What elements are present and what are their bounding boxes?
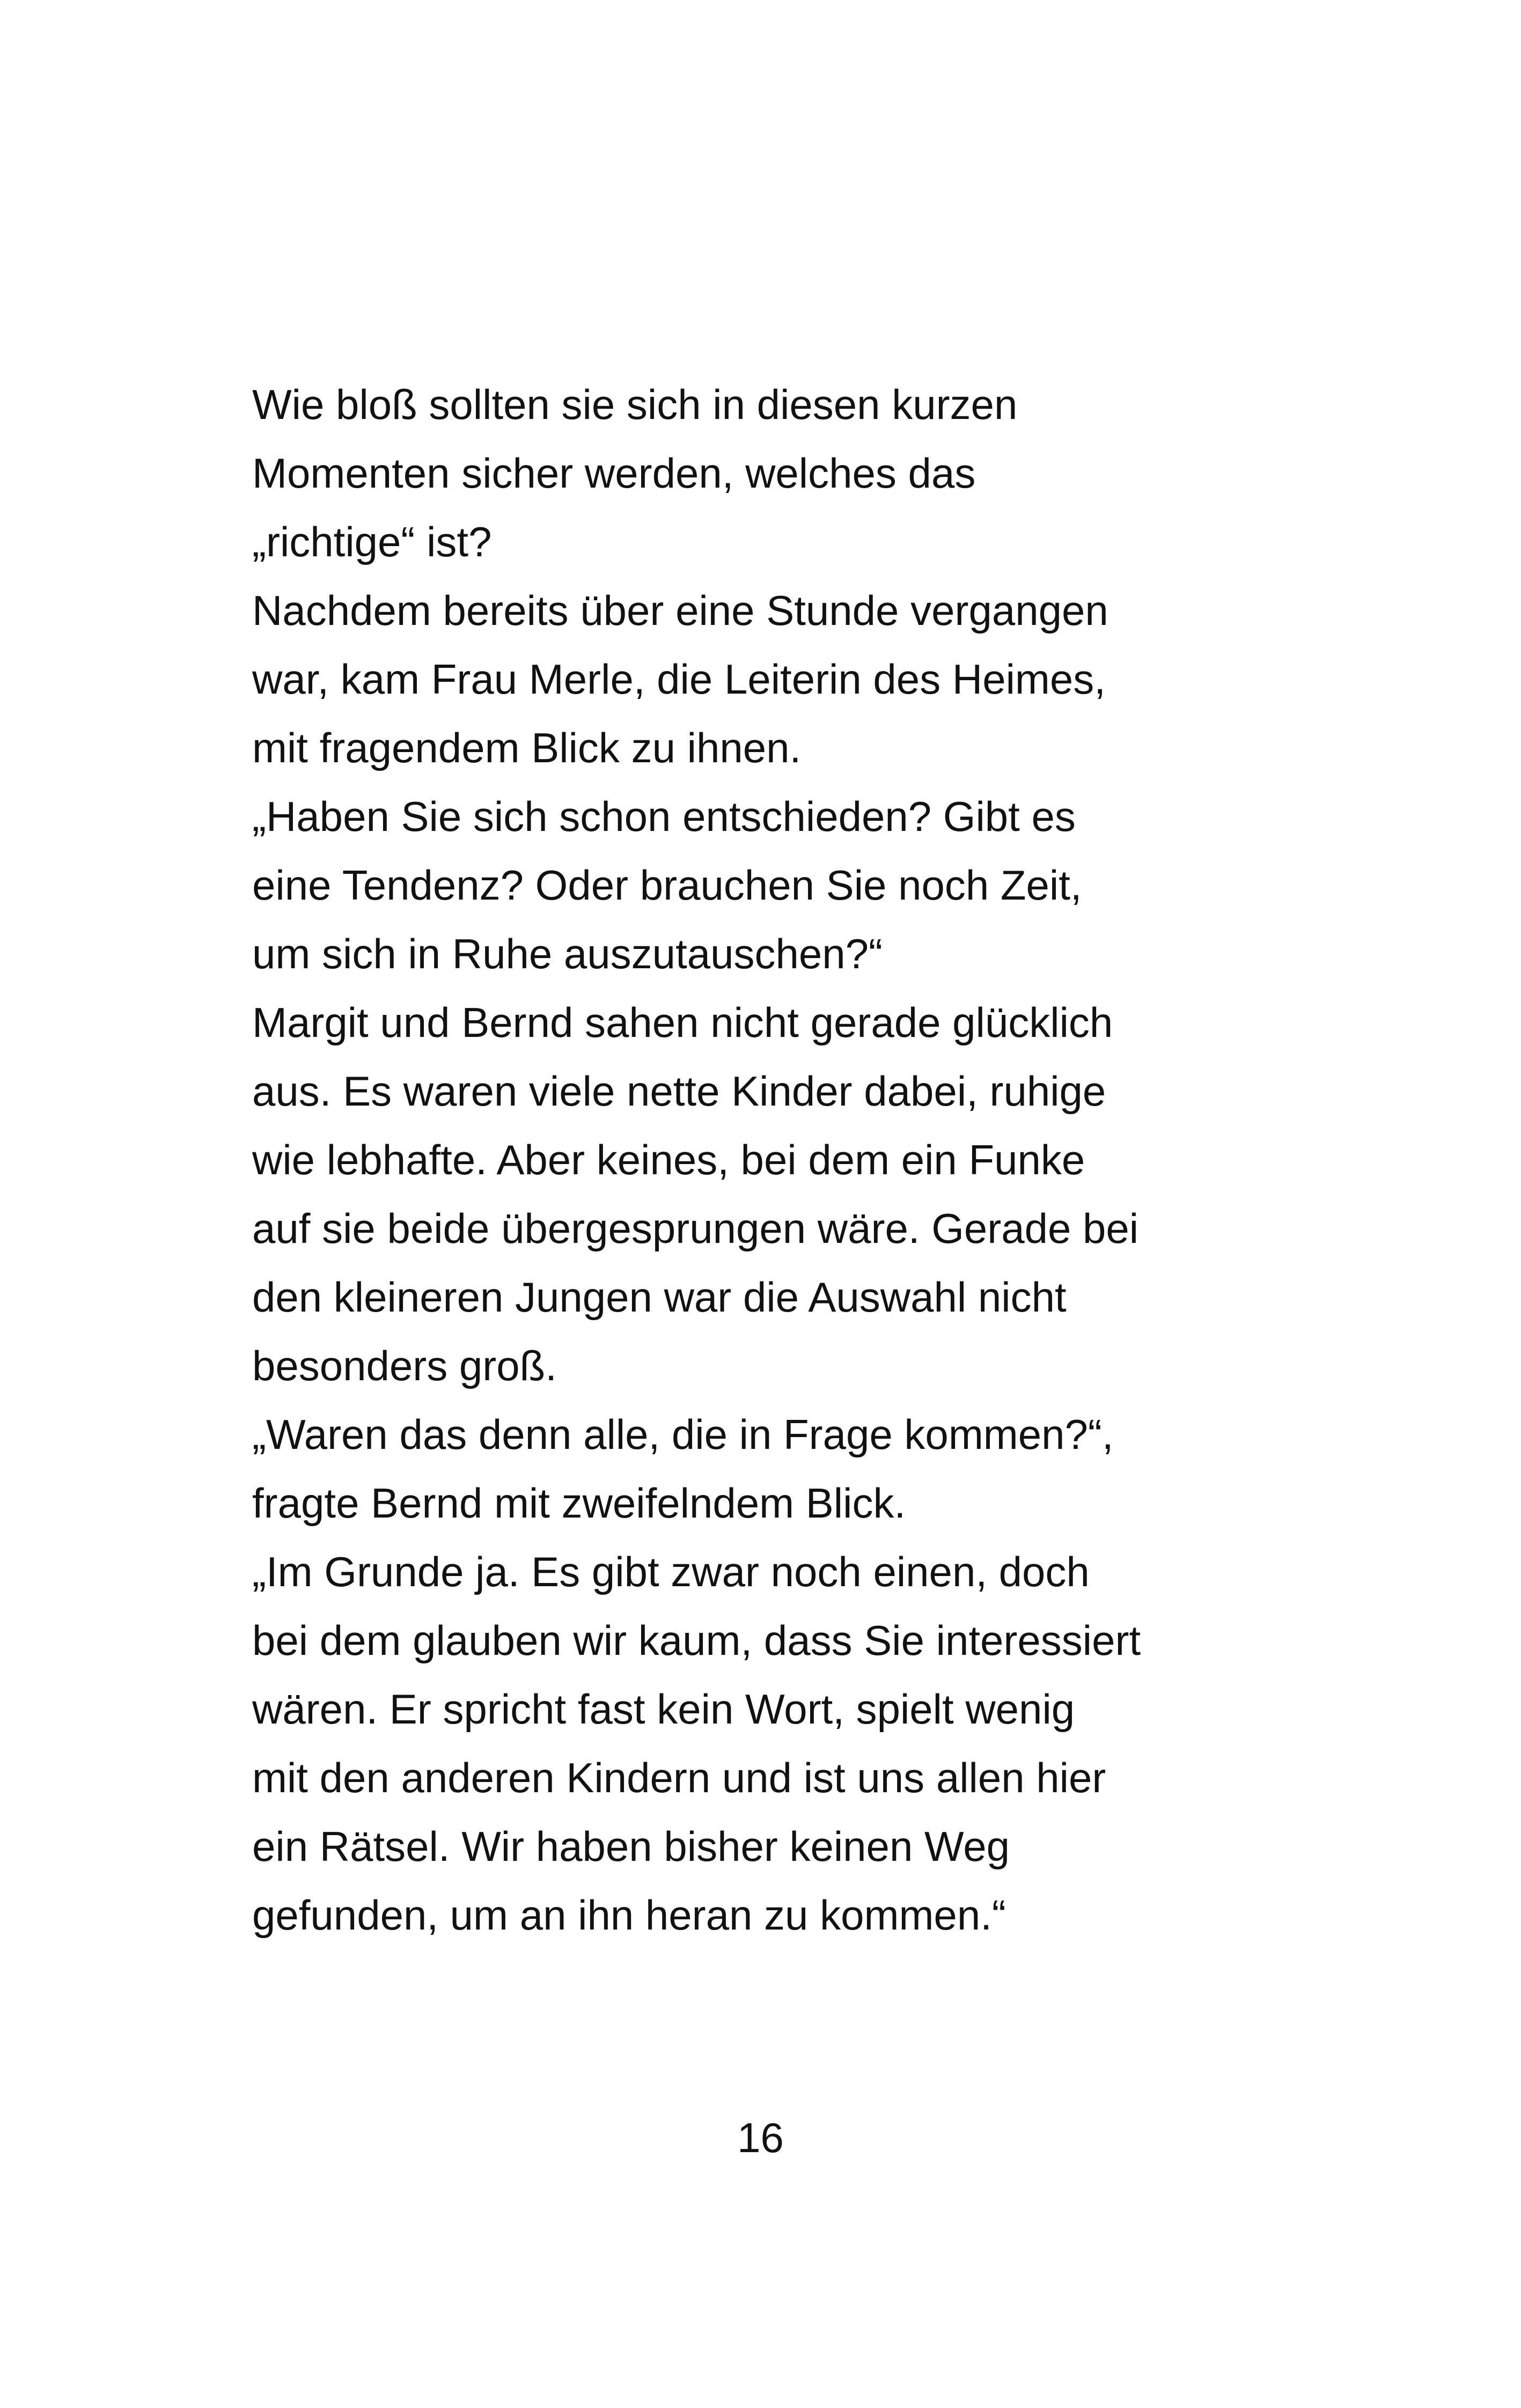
body-text xyxy=(252,370,1245,1949)
text-line: mit fragendem Blick zu ihnen. xyxy=(252,724,802,771)
text-line: war, kam Frau Merle, die Leiterin des Heimes, xyxy=(252,656,1106,703)
text-line: wären. Er spricht fast kein Wort, spielt wenig xyxy=(252,1685,1075,1733)
text-line: gefunden, um an ihn heran zu kommen.“ xyxy=(252,1891,1006,1939)
text-line: Margit und Bernd sahen nicht gerade glücklich xyxy=(252,999,1113,1046)
text-line: „Waren das denn alle, die in Frage kommen?“, xyxy=(252,1411,1114,1458)
text-line: Momenten sicher werden, welches das xyxy=(252,450,976,497)
text-line: Nachdem bereits über eine Stunde vergangen xyxy=(252,587,1108,634)
text-line: den kleineren Jungen war die Auswahl nicht xyxy=(252,1273,1067,1321)
text-line: wie lebhafte. Aber keines, bei dem ein Funke xyxy=(252,1136,1085,1183)
text-line: ein Rätsel. Wir haben bisher keinen Weg xyxy=(252,1823,1010,1870)
text-line: aus. Es waren viele nette Kinder dabei, ruhige xyxy=(252,1067,1106,1115)
page-number: 16 xyxy=(737,2114,784,2161)
text-line: mit den anderen Kindern und ist uns allen hier xyxy=(252,1754,1106,1801)
text-line: „Im Grunde ja. Es gibt zwar noch einen, doch xyxy=(252,1548,1090,1595)
text-line: „Haben Sie sich schon entschieden? Gibt es xyxy=(252,793,1076,840)
text-line: eine Tendenz? Oder brauchen Sie noch Zeit, xyxy=(252,861,1082,909)
text-line: um sich in Ruhe auszutauschen?“ xyxy=(252,930,883,977)
text-line: Wie bloß sollten sie sich in diesen kurzen xyxy=(252,381,1018,428)
text-line: auf sie beide übergesprungen wäre. Gerade bei xyxy=(252,1205,1139,1252)
text-line: bei dem glauben wir kaum, dass Sie interessiert xyxy=(252,1617,1141,1664)
text-line: fragte Bernd mit zweifelndem Blick. xyxy=(252,1479,906,1527)
text-line: „richtige“ ist? xyxy=(252,518,492,565)
text-line: besonders groß. xyxy=(252,1342,557,1389)
